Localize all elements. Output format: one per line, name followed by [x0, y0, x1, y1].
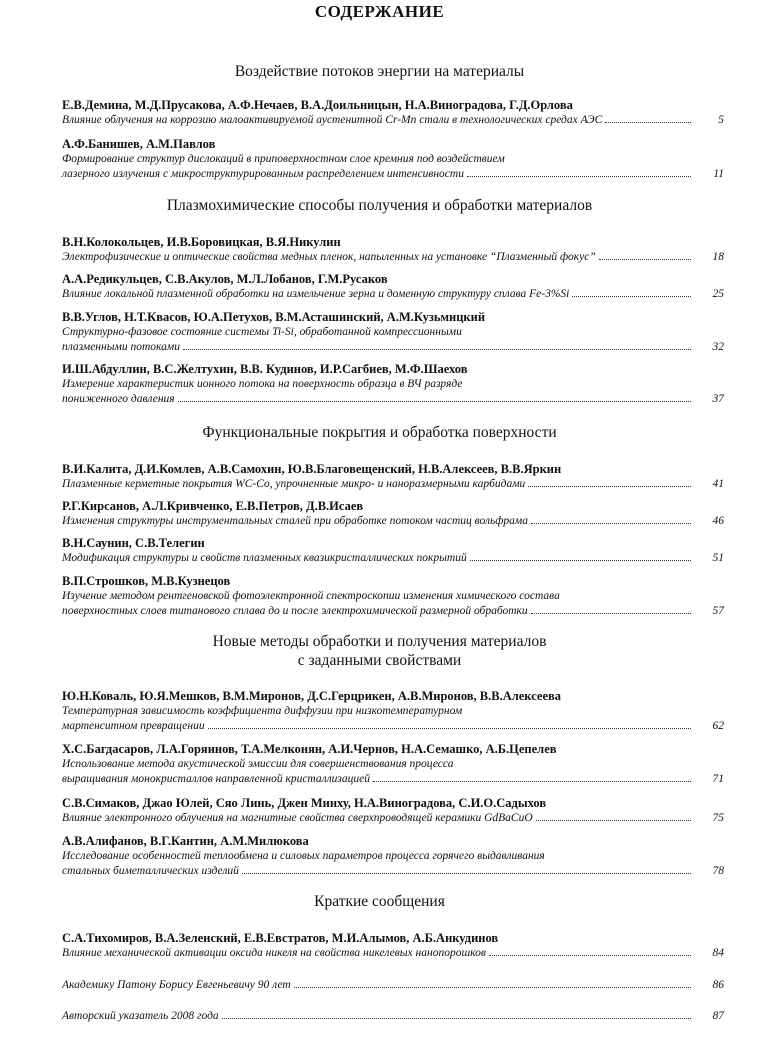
entry-authors: В.И.Калита, Д.И.Комлев, А.В.Самохин, Ю.В.Благовещенский, Н.В.Алексеев, В.В.Яркин: [62, 462, 562, 476]
entry-page-number: 32: [712, 340, 724, 353]
toc-entry[interactable]: [62, 97, 724, 128]
entry-title-line: Структурно-фазовое состояние системы Ti-Si, обработанной компрессионными: [62, 326, 462, 338]
toc-entry[interactable]: [62, 978, 724, 993]
toc-entry[interactable]: [62, 234, 724, 265]
toc-entry[interactable]: [62, 741, 724, 786]
entry-title-line: Влияние механической активации оксида никеля на свойства никелевых нанопорошков 84: [62, 947, 724, 959]
entry-title-line: Формирование структур дислокаций в приповерхностном слое кремния под воздействием: [62, 153, 505, 165]
entry-page-number: 5: [718, 114, 724, 126]
section-heading: Функциональные покрытия и обработка поверхности: [202, 424, 557, 441]
entry-page-number: 62: [712, 719, 724, 732]
entry-page-number: 57: [712, 604, 724, 617]
toc-entry[interactable]: [62, 136, 724, 181]
toc-entry[interactable]: [62, 271, 724, 302]
entry-title-line: лазерного излучения с микроструктурированным распределением интенсивности 11: [62, 167, 724, 180]
entry-page-number: 41: [712, 478, 724, 490]
toc-entry[interactable]: [62, 930, 724, 961]
entry-title-line: пониженного давления 37: [62, 392, 724, 405]
entry-page-number: 37: [712, 392, 724, 405]
entry-page-number: 78: [712, 864, 724, 877]
entry-page-number: 71: [712, 772, 724, 785]
entry-authors: Р.Г.Кирсанов, А.Л.Кривченко, Е.В.Петров, Д.В.Исаев: [62, 499, 364, 513]
entry-title-line: Изучение методом рентгеновской фотоэлектронной спектроскопии изменения химического состава: [62, 590, 560, 602]
entry-page-number: 51: [712, 552, 724, 564]
entry-title-line: Изменения структуры инструментальных сталей при обработке потоком частиц вольфрама 46: [62, 515, 724, 527]
toc-entry[interactable]: [62, 361, 724, 406]
toc-entry[interactable]: [62, 795, 724, 826]
entry-title-line: Влияние облучения на коррозию малоактивируемой аустенитной Cr-Mn стали в технологических средах АЭС 5: [62, 114, 724, 126]
entry-authors: И.Ш.Абдуллин, В.С.Желтухин, В.В. Кудинов, И.Р.Сагбиев, М.Ф.Шаехов: [62, 362, 468, 376]
entry-authors: А.В.Алифанов, В.Г.Кантин, А.М.Милюкова: [62, 834, 309, 848]
entry-page-number: 11: [713, 167, 724, 180]
entry-authors: В.Н.Колокольцев, И.В.Боровицкая, В.Я.Никулин: [62, 235, 341, 249]
entry-page-number: 18: [712, 251, 724, 263]
entry-title-line: Влияние локальной плазменной обработки на измельчение зерна и доменную структуру сплава Fe-3%Si 25: [62, 288, 724, 300]
entry-title-line: Плазменные керметные покрытия WC-Co, упрочненные микро- и наноразмерными карбидами 41: [62, 478, 724, 490]
toc-entry[interactable]: [62, 833, 724, 878]
entry-title-line: поверхностных слоев титанового сплава до и после электрохимической размерной обработки 57: [62, 604, 724, 617]
entry-title-line: Влияние электронного облучения на магнитные свойства сверхпроводящей керамики GdBaCuO 75: [62, 812, 724, 824]
entry-title-line: стальных биметаллических изделий 78: [62, 864, 724, 877]
entry-authors: В.Н.Саунин, С.В.Телегин: [62, 536, 205, 550]
page-title: СОДЕРЖАНИЕ: [314, 2, 445, 21]
section-heading: Новые методы обработки и получения материалов: [212, 633, 547, 650]
toc-entry[interactable]: [62, 573, 724, 618]
toc-entry[interactable]: [62, 498, 724, 529]
entry-title-line: Использование метода акустической эмиссии для совершенствования процесса: [62, 758, 454, 770]
entry-authors: В.В.Углов, Н.Т.Квасов, Ю.А.Петухов, В.М.Асташинский, А.М.Кузьмицкий: [62, 310, 486, 324]
entry-page-number: 87: [712, 1010, 724, 1022]
entry-title-line: выращивания монокристаллов направленной кристаллизацией 71: [62, 772, 724, 785]
entry-authors: Е.В.Демина, М.Д.Прусакова, А.Ф.Нечаев, В.А.Доильницын, Н.А.Виноградова, Г.Д.Орлова: [62, 98, 573, 112]
entry-authors: Ю.Н.Коваль, Ю.Я.Мешков, В.М.Миронов, Д.С.Герцрикен, А.В.Миронов, В.В.Алексеева: [62, 689, 561, 703]
section-heading: Воздействие потоков энергии на материалы: [234, 63, 525, 80]
entry-authors: А.А.Редикульцев, С.В.Акулов, М.Л.Лобанов, Г.М.Русаков: [62, 272, 388, 286]
entry-title-line: Электрофизические и оптические свойства медных пленок, напыленных на установке “Плазменный фокус” 18: [62, 251, 724, 263]
entry-authors: С.А.Тихомиров, В.А.Зеленский, Е.В.Евстратов, М.И.Алымов, А.Б.Анкудинов: [62, 931, 499, 945]
entry-authors: С.В.Симаков, Джао Юлей, Сяо Линь, Джен Минху, Н.А.Виноградова, С.И.О.Садыхов: [62, 796, 547, 810]
entry-authors: А.Ф.Банишев, А.М.Павлов: [62, 137, 216, 151]
section-heading: с заданными свойствами: [297, 652, 462, 669]
entry-title-line: Температурная зависимость коэффициента диффузии при низкотемпературном: [62, 705, 463, 717]
section-heading: Краткие сообщения: [314, 893, 445, 910]
entry-authors: В.П.Строшков, М.В.Кузнецов: [62, 574, 231, 588]
toc-entry[interactable]: [62, 688, 724, 733]
toc-entry[interactable]: [62, 535, 724, 566]
entry-title-line: Модификация структуры и свойств плазменных квазикристаллических покрытий 51: [62, 552, 724, 564]
entry-page-number: 75: [712, 812, 724, 824]
toc-entry[interactable]: [62, 1009, 724, 1024]
toc-entry[interactable]: [62, 461, 724, 492]
entry-title-line: Измерение характеристик ионного потока на поверхность образца в ВЧ разряде: [62, 378, 463, 390]
entry-page-number: 84: [712, 947, 724, 959]
section-heading: Плазмохимические способы получения и обработки материалов: [166, 197, 593, 214]
entry-page-number: 25: [712, 288, 724, 300]
entry-title-line: Исследование особенностей теплообмена и силовых параметров процесса горячего выдавливания: [62, 850, 545, 862]
toc-entry[interactable]: [62, 309, 724, 354]
entry-page-number: 46: [712, 515, 724, 527]
entry-page-number: 86: [712, 979, 724, 991]
entry-title-line: мартенситном превращении 62: [62, 719, 724, 732]
entry-title-line: Академику Патону Борису Евгеньевичу 90 лет 86: [62, 979, 724, 991]
entry-authors: Х.С.Багдасаров, Л.А.Горяинов, Т.А.Мелконян, А.И.Чернов, Н.А.Семашко, А.Б.Цепелев: [62, 742, 557, 756]
entry-title-line: плазменными потоками 32: [62, 340, 724, 353]
entry-title-line: Авторский указатель 2008 года 87: [62, 1010, 724, 1022]
